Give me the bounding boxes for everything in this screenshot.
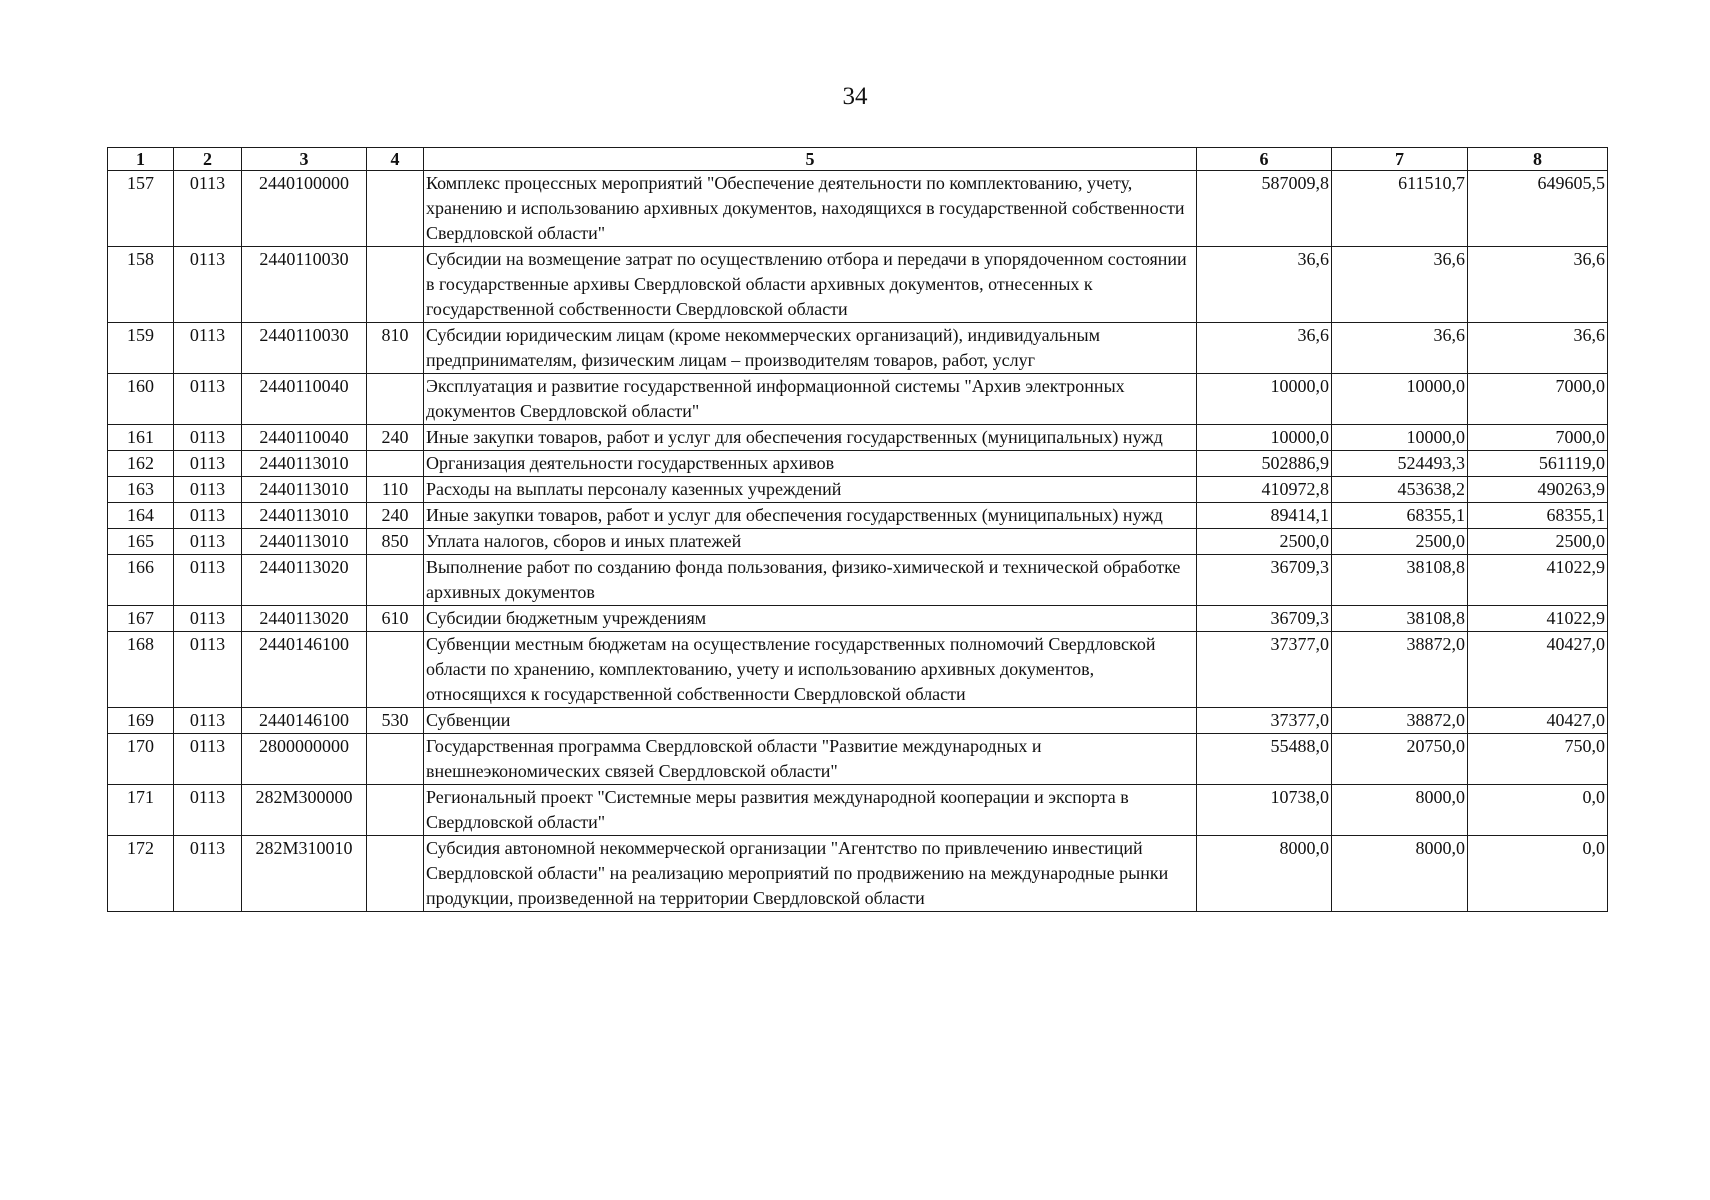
- row-number: 169: [108, 708, 174, 734]
- section-code: 0113: [174, 247, 242, 323]
- expense-type-code: [367, 555, 424, 606]
- target-article-code: 2800000000: [242, 734, 367, 785]
- amount-col-7: 68355,1: [1332, 503, 1468, 529]
- table-row: [108, 632, 1608, 708]
- table-row: [108, 323, 1608, 374]
- section-code: 0113: [174, 632, 242, 708]
- row-number: 163: [108, 477, 174, 503]
- header-col-4: 4: [367, 148, 424, 171]
- section-code: 0113: [174, 323, 242, 374]
- amount-col-7: 611510,7: [1332, 171, 1468, 247]
- expense-type-code: 110: [367, 477, 424, 503]
- item-name: Субсидия автономной некоммерческой организации "Агентство по привлечению инвестиций Свердловской области" на реализацию мероприятий по продвижению на международные рынки продукции, произведенной на территории Свердловской области: [424, 836, 1197, 912]
- expense-type-code: 610: [367, 606, 424, 632]
- amount-col-6: 8000,0: [1197, 836, 1332, 912]
- table-row: [108, 836, 1608, 912]
- amount-col-6: 36,6: [1197, 247, 1332, 323]
- target-article-code: 2440110030: [242, 247, 367, 323]
- amount-col-7: 524493,3: [1332, 451, 1468, 477]
- table-row: [108, 606, 1608, 632]
- section-code: 0113: [174, 503, 242, 529]
- amount-col-8: 750,0: [1468, 734, 1608, 785]
- table-row: [108, 734, 1608, 785]
- amount-col-6: 587009,8: [1197, 171, 1332, 247]
- amount-col-8: 40427,0: [1468, 708, 1608, 734]
- amount-col-8: 490263,9: [1468, 477, 1608, 503]
- row-number: 157: [108, 171, 174, 247]
- target-article-code: 2440113010: [242, 503, 367, 529]
- expense-type-code: 530: [367, 708, 424, 734]
- section-code: 0113: [174, 374, 242, 425]
- expense-type-code: [367, 785, 424, 836]
- row-number: 159: [108, 323, 174, 374]
- item-name: Организация деятельности государственных архивов: [424, 451, 1197, 477]
- amount-col-6: 37377,0: [1197, 632, 1332, 708]
- amount-col-7: 8000,0: [1332, 836, 1468, 912]
- amount-col-6: 36,6: [1197, 323, 1332, 374]
- item-name: Уплата налогов, сборов и иных платежей: [424, 529, 1197, 555]
- amount-col-8: 649605,5: [1468, 171, 1608, 247]
- item-name: Расходы на выплаты персоналу казенных учреждений: [424, 477, 1197, 503]
- amount-col-7: 36,6: [1332, 323, 1468, 374]
- header-col-6: 6: [1197, 148, 1332, 171]
- section-code: 0113: [174, 836, 242, 912]
- row-number: 164: [108, 503, 174, 529]
- amount-col-8: 2500,0: [1468, 529, 1608, 555]
- row-number: 158: [108, 247, 174, 323]
- amount-col-7: 10000,0: [1332, 374, 1468, 425]
- target-article-code: 2440146100: [242, 708, 367, 734]
- item-name: Субвенции: [424, 708, 1197, 734]
- table-row: [108, 529, 1608, 555]
- target-article-code: 2440100000: [242, 171, 367, 247]
- amount-col-7: 10000,0: [1332, 425, 1468, 451]
- expense-type-code: [367, 171, 424, 247]
- amount-col-7: 38872,0: [1332, 708, 1468, 734]
- expense-type-code: [367, 734, 424, 785]
- header-col-8: 8: [1468, 148, 1608, 171]
- amount-col-6: 10738,0: [1197, 785, 1332, 836]
- expense-type-code: [367, 451, 424, 477]
- target-article-code: 2440146100: [242, 632, 367, 708]
- amount-col-8: 561119,0: [1468, 451, 1608, 477]
- amount-col-7: 38108,8: [1332, 606, 1468, 632]
- target-article-code: 282М310010: [242, 836, 367, 912]
- item-name: Комплекс процессных мероприятий "Обеспечение деятельности по комплектованию, учету, хранению и использованию архивных документов, находящихся в государственной собственности Свердловской области": [424, 171, 1197, 247]
- amount-col-6: 36709,3: [1197, 606, 1332, 632]
- amount-col-6: 55488,0: [1197, 734, 1332, 785]
- row-number: 160: [108, 374, 174, 425]
- table-row: [108, 247, 1608, 323]
- amount-col-8: 41022,9: [1468, 606, 1608, 632]
- table-row: [108, 555, 1608, 606]
- amount-col-8: 68355,1: [1468, 503, 1608, 529]
- target-article-code: 2440110040: [242, 374, 367, 425]
- table-body: [108, 171, 1608, 912]
- amount-col-7: 36,6: [1332, 247, 1468, 323]
- table-row: [108, 785, 1608, 836]
- header-row: [108, 148, 1608, 171]
- amount-col-6: 10000,0: [1197, 425, 1332, 451]
- expense-type-code: [367, 247, 424, 323]
- section-code: 0113: [174, 606, 242, 632]
- amount-col-6: 410972,8: [1197, 477, 1332, 503]
- budget-table: [107, 147, 1608, 912]
- table-row: [108, 503, 1608, 529]
- row-number: 165: [108, 529, 174, 555]
- row-number: 172: [108, 836, 174, 912]
- amount-col-8: 36,6: [1468, 323, 1608, 374]
- item-name: Региональный проект "Системные меры развития международной кооперации и экспорта в Свердловской области": [424, 785, 1197, 836]
- header-col-7: 7: [1332, 148, 1468, 171]
- row-number: 162: [108, 451, 174, 477]
- amount-col-6: 89414,1: [1197, 503, 1332, 529]
- target-article-code: 2440110030: [242, 323, 367, 374]
- item-name: Эксплуатация и развитие государственной информационной системы "Архив электронных документов Свердловской области": [424, 374, 1197, 425]
- header-col-3: 3: [242, 148, 367, 171]
- table-row: [108, 374, 1608, 425]
- item-name: Субсидии бюджетным учреждениям: [424, 606, 1197, 632]
- item-name: Субсидии юридическим лицам (кроме некоммерческих организаций), индивидуальным предпринимателям, физическим лицам – производителям товаров, работ, услуг: [424, 323, 1197, 374]
- section-code: 0113: [174, 708, 242, 734]
- target-article-code: 2440110040: [242, 425, 367, 451]
- header-col-2: 2: [174, 148, 242, 171]
- target-article-code: 282М300000: [242, 785, 367, 836]
- item-name: Субсидии на возмещение затрат по осуществлению отбора и передачи в упорядоченном состоянии в государственные архивы Свердловской области архивных документов, отнесенных к государственной собственности Свердловской области: [424, 247, 1197, 323]
- amount-col-7: 8000,0: [1332, 785, 1468, 836]
- header-col-5: 5: [424, 148, 1197, 171]
- table-row: [108, 451, 1608, 477]
- table-row: [108, 708, 1608, 734]
- section-code: 0113: [174, 734, 242, 785]
- expense-type-code: [367, 374, 424, 425]
- page-number: 34: [842, 83, 868, 110]
- amount-col-6: 37377,0: [1197, 708, 1332, 734]
- amount-col-8: 7000,0: [1468, 374, 1608, 425]
- row-number: 161: [108, 425, 174, 451]
- section-code: 0113: [174, 451, 242, 477]
- amount-col-8: 40427,0: [1468, 632, 1608, 708]
- section-code: 0113: [174, 171, 242, 247]
- amount-col-8: 0,0: [1468, 785, 1608, 836]
- amount-col-8: 41022,9: [1468, 555, 1608, 606]
- amount-col-8: 0,0: [1468, 836, 1608, 912]
- amount-col-7: 38872,0: [1332, 632, 1468, 708]
- target-article-code: 2440113010: [242, 477, 367, 503]
- expense-type-code: 240: [367, 503, 424, 529]
- row-number: 170: [108, 734, 174, 785]
- item-name: Иные закупки товаров, работ и услуг для обеспечения государственных (муниципальных) нужд: [424, 425, 1197, 451]
- section-code: 0113: [174, 555, 242, 606]
- table-row: [108, 171, 1608, 247]
- amount-col-8: 36,6: [1468, 247, 1608, 323]
- row-number: 168: [108, 632, 174, 708]
- amount-col-6: 36709,3: [1197, 555, 1332, 606]
- expense-type-code: 850: [367, 529, 424, 555]
- item-name: Выполнение работ по созданию фонда пользования, физико-химической и технической обработке архивных документов: [424, 555, 1197, 606]
- item-name: Иные закупки товаров, работ и услуг для обеспечения государственных (муниципальных) нужд: [424, 503, 1197, 529]
- target-article-code: 2440113010: [242, 451, 367, 477]
- amount-col-7: 2500,0: [1332, 529, 1468, 555]
- amount-col-7: 20750,0: [1332, 734, 1468, 785]
- amount-col-7: 38108,8: [1332, 555, 1468, 606]
- section-code: 0113: [174, 425, 242, 451]
- row-number: 167: [108, 606, 174, 632]
- item-name: Государственная программа Свердловской области "Развитие международных и внешнеэкономических связей Свердловской области": [424, 734, 1197, 785]
- amount-col-6: 502886,9: [1197, 451, 1332, 477]
- target-article-code: 2440113010: [242, 529, 367, 555]
- table-row: [108, 477, 1608, 503]
- section-code: 0113: [174, 529, 242, 555]
- amount-col-8: 7000,0: [1468, 425, 1608, 451]
- section-code: 0113: [174, 477, 242, 503]
- item-name: Субвенции местным бюджетам на осуществление государственных полномочий Свердловской области по хранению, комплектованию, учету и использованию архивных документов, относящихся к государственной собственности Свердловской области: [424, 632, 1197, 708]
- amount-col-6: 2500,0: [1197, 529, 1332, 555]
- expense-type-code: 240: [367, 425, 424, 451]
- table-row: [108, 425, 1608, 451]
- expense-type-code: [367, 632, 424, 708]
- header-col-1: 1: [108, 148, 174, 171]
- expense-type-code: 810: [367, 323, 424, 374]
- expense-type-code: [367, 836, 424, 912]
- target-article-code: 2440113020: [242, 606, 367, 632]
- amount-col-6: 10000,0: [1197, 374, 1332, 425]
- target-article-code: 2440113020: [242, 555, 367, 606]
- row-number: 166: [108, 555, 174, 606]
- row-number: 171: [108, 785, 174, 836]
- section-code: 0113: [174, 785, 242, 836]
- amount-col-7: 453638,2: [1332, 477, 1468, 503]
